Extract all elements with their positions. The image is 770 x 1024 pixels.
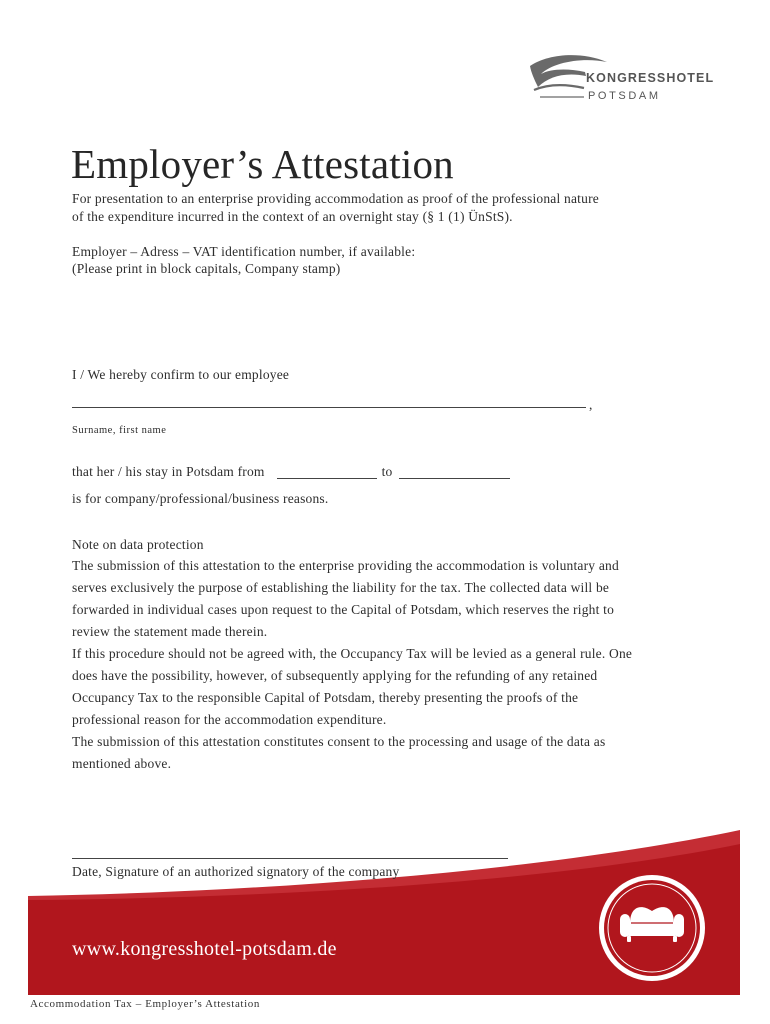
data-protection-line: professional reason for the accommodation expenditure.	[72, 712, 387, 727]
website-url: www.kongresshotel-potsdam.de	[72, 938, 337, 960]
hotel-logo-city: POTSDAM	[588, 90, 661, 102]
signature-caption: Date, Signature of an authorized signatory of the company	[72, 864, 400, 879]
data-protection-line: serves exclusively the purpose of establishing the liability for the tax. The collected data will be	[72, 580, 610, 595]
data-protection-line: mentioned above.	[72, 756, 172, 771]
data-protection-heading: Note on data protection	[72, 537, 204, 552]
stay-from-date-field[interactable]	[277, 465, 377, 479]
employee-name-caption: Surname, first name	[72, 425, 167, 436]
employer-address-field[interactable]	[72, 282, 684, 352]
page-title: Employer’s Attestation	[71, 141, 454, 187]
hotel-emblem	[599, 875, 705, 981]
stay-reason: is for company/professional/business reasons.	[72, 491, 329, 506]
data-protection-line: If this procedure should not be agreed with, the Occupancy Tax will be levied as a general rule. One	[72, 646, 633, 661]
data-protection-line: The submission of this attestation to the enterprise providing the accommodation is voluntary and	[72, 558, 619, 573]
employee-trailing-comma: ,	[589, 397, 593, 412]
hotel-logo-name: KONGRESSHOTEL	[586, 71, 715, 85]
data-protection-line: forwarded in individual cases upon request to the Capital of Potsdam, which reserves the right to	[72, 602, 615, 617]
employer-label: Employer – Adress – VAT identification number, if available:	[72, 244, 416, 259]
intro-line: of the expenditure incurred in the context of an overnight stay (§ 1 (1) ÜnStS).	[72, 209, 513, 224]
stay-to-date-field[interactable]	[399, 465, 510, 479]
employer-hint: (Please print in block capitals, Company stamp)	[72, 261, 341, 276]
employer-section	[72, 243, 415, 277]
stay-row	[72, 463, 510, 481]
stay-to-label: to	[381, 464, 393, 479]
page-footer: Accommodation Tax – Employer’s Attestation	[30, 998, 260, 1010]
employee-name-field[interactable]	[72, 394, 586, 408]
signature-field[interactable]	[72, 858, 508, 859]
intro-paragraph	[72, 190, 599, 226]
data-protection-line: The submission of this attestation constitutes consent to the processing and usage of the data as	[72, 734, 606, 749]
confirm-text: I / We hereby confirm to our employee	[72, 367, 290, 382]
data-protection-line: Occupancy Tax to the responsible Capital of Potsdam, thereby presenting the proofs of the	[72, 690, 579, 705]
stay-prefix: that her / his stay in Potsdam from	[72, 464, 265, 479]
data-protection-line: review the statement made therein.	[72, 624, 268, 639]
data-protection-text	[72, 555, 632, 775]
intro-line: For presentation to an enterprise providing accommodation as proof of the professional nature	[72, 191, 599, 206]
data-protection-line: does have the possibility, however, of subsequently applying for the refunding of any retained	[72, 668, 598, 683]
